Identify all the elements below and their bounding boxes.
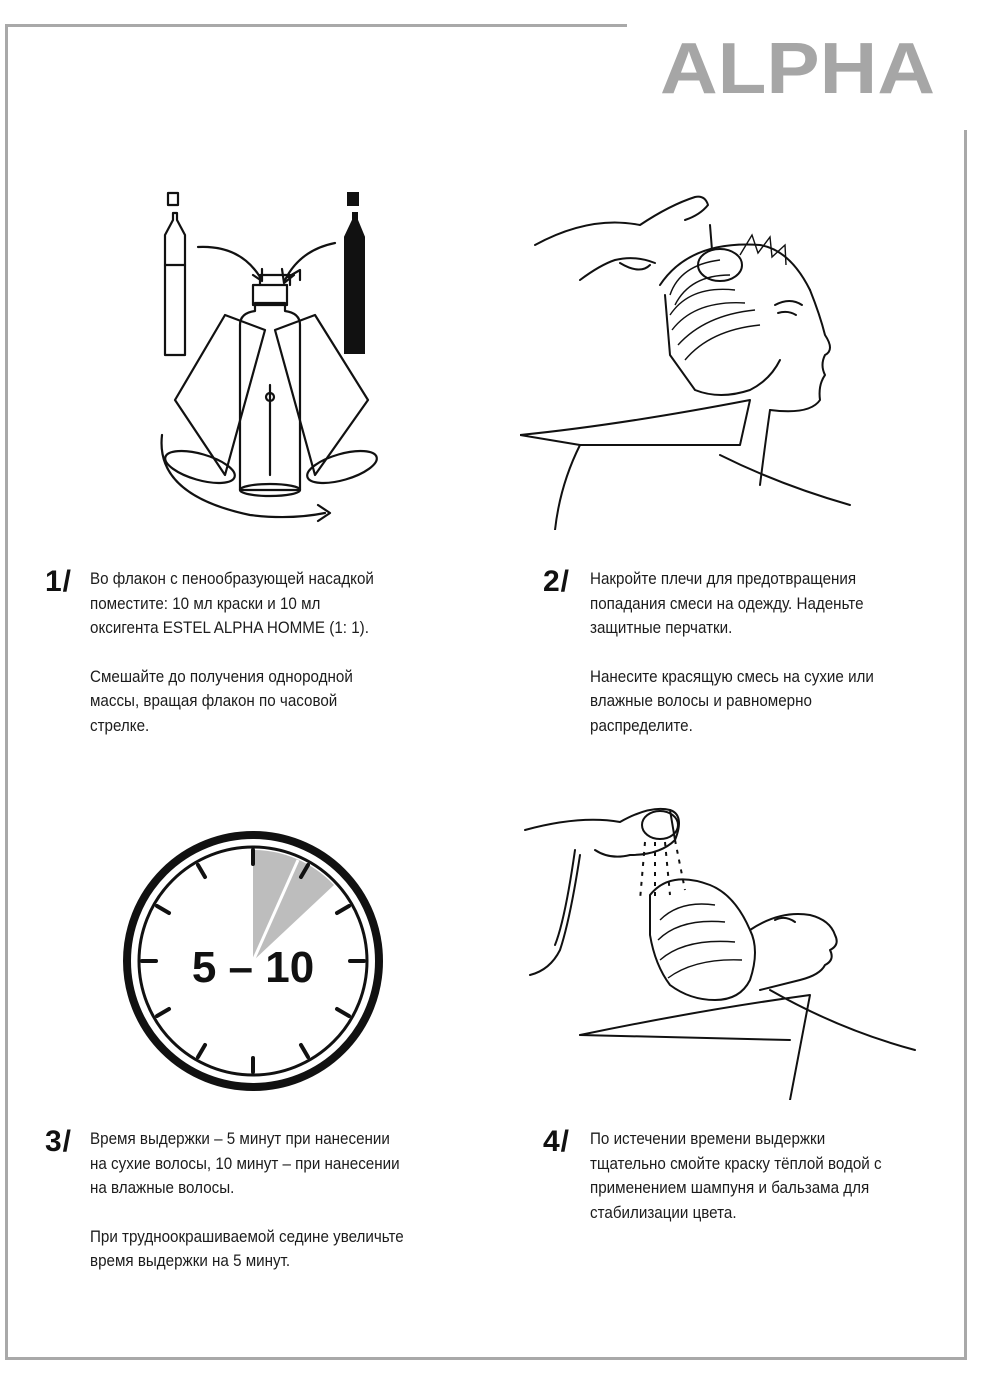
- step-4-paragraph-1: По истечении времени выдержки тщательно смойте краску тёплой водой с применением шампуня и бальзама для стабилизации цвета.: [590, 1130, 882, 1222]
- step-2-text: [590, 567, 898, 738]
- rinsing-hand: [525, 809, 675, 857]
- basin-edge: [580, 995, 810, 1100]
- frame-top-line: [5, 24, 627, 27]
- step-1-paragraph-2: Смешайте до получения однородной массы, вращая флакон по часовой стрелке.: [90, 667, 353, 735]
- step-2-paragraph-2: Нанесите красящую смесь на сухие или влажные волосы и равномерно распределите.: [590, 667, 874, 735]
- face-profile: [750, 914, 837, 990]
- ampoule-dark: [345, 213, 364, 353]
- rinsing-illustration: [520, 800, 920, 1100]
- frame-bottom-line: [5, 1357, 967, 1360]
- step-2-paragraph-1: Накройте плечи для предотвращения попадания смеси на одежду. Наденьте защитные перчатки.: [590, 570, 864, 637]
- ampoule-cap-light: [168, 193, 178, 205]
- step-3-text: [90, 1127, 407, 1274]
- ampoule-light: [165, 213, 185, 355]
- dye-application-illustration: [520, 185, 855, 530]
- step-4-number: 4/: [543, 1125, 571, 1158]
- head-outline: [665, 295, 780, 395]
- cape-top: [520, 400, 750, 445]
- step-1-number: 1/: [45, 565, 73, 598]
- alpha-logo-text: ALPHA: [660, 30, 935, 100]
- alpha-logo: [660, 30, 935, 100]
- gloved-hand: [535, 197, 708, 245]
- step-3-paragraph-2: При трудноокрашиваемой седине увеличьте время выдержки на 5 минут.: [90, 1227, 404, 1270]
- step-2-number: 2/: [543, 565, 571, 598]
- step-3-number: 3/: [45, 1125, 73, 1158]
- step-4-text: [590, 1127, 903, 1225]
- step-3-paragraph-1: Время выдержки – 5 минут при нанесении на сухие волосы, 10 минут – при нанесении на влажные волосы.: [90, 1130, 400, 1197]
- frame-right-line: [964, 130, 967, 1360]
- step-1-paragraph-1: Во флакон с пенообразующей насадкой поместите: 10 мл краски и 10 мл оксигента ESTEL ALPHA HOMME (1: 1).: [90, 570, 374, 637]
- frame-left-line: [5, 24, 8, 1360]
- step-1-text: [90, 567, 384, 738]
- timer-clock-illustration: [122, 830, 384, 1092]
- head-back: [650, 879, 755, 1000]
- bottle-mixing-illustration: [150, 185, 390, 530]
- ampoule-cap-dark: [348, 193, 358, 205]
- clock-label: 5 – 10: [191, 943, 315, 992]
